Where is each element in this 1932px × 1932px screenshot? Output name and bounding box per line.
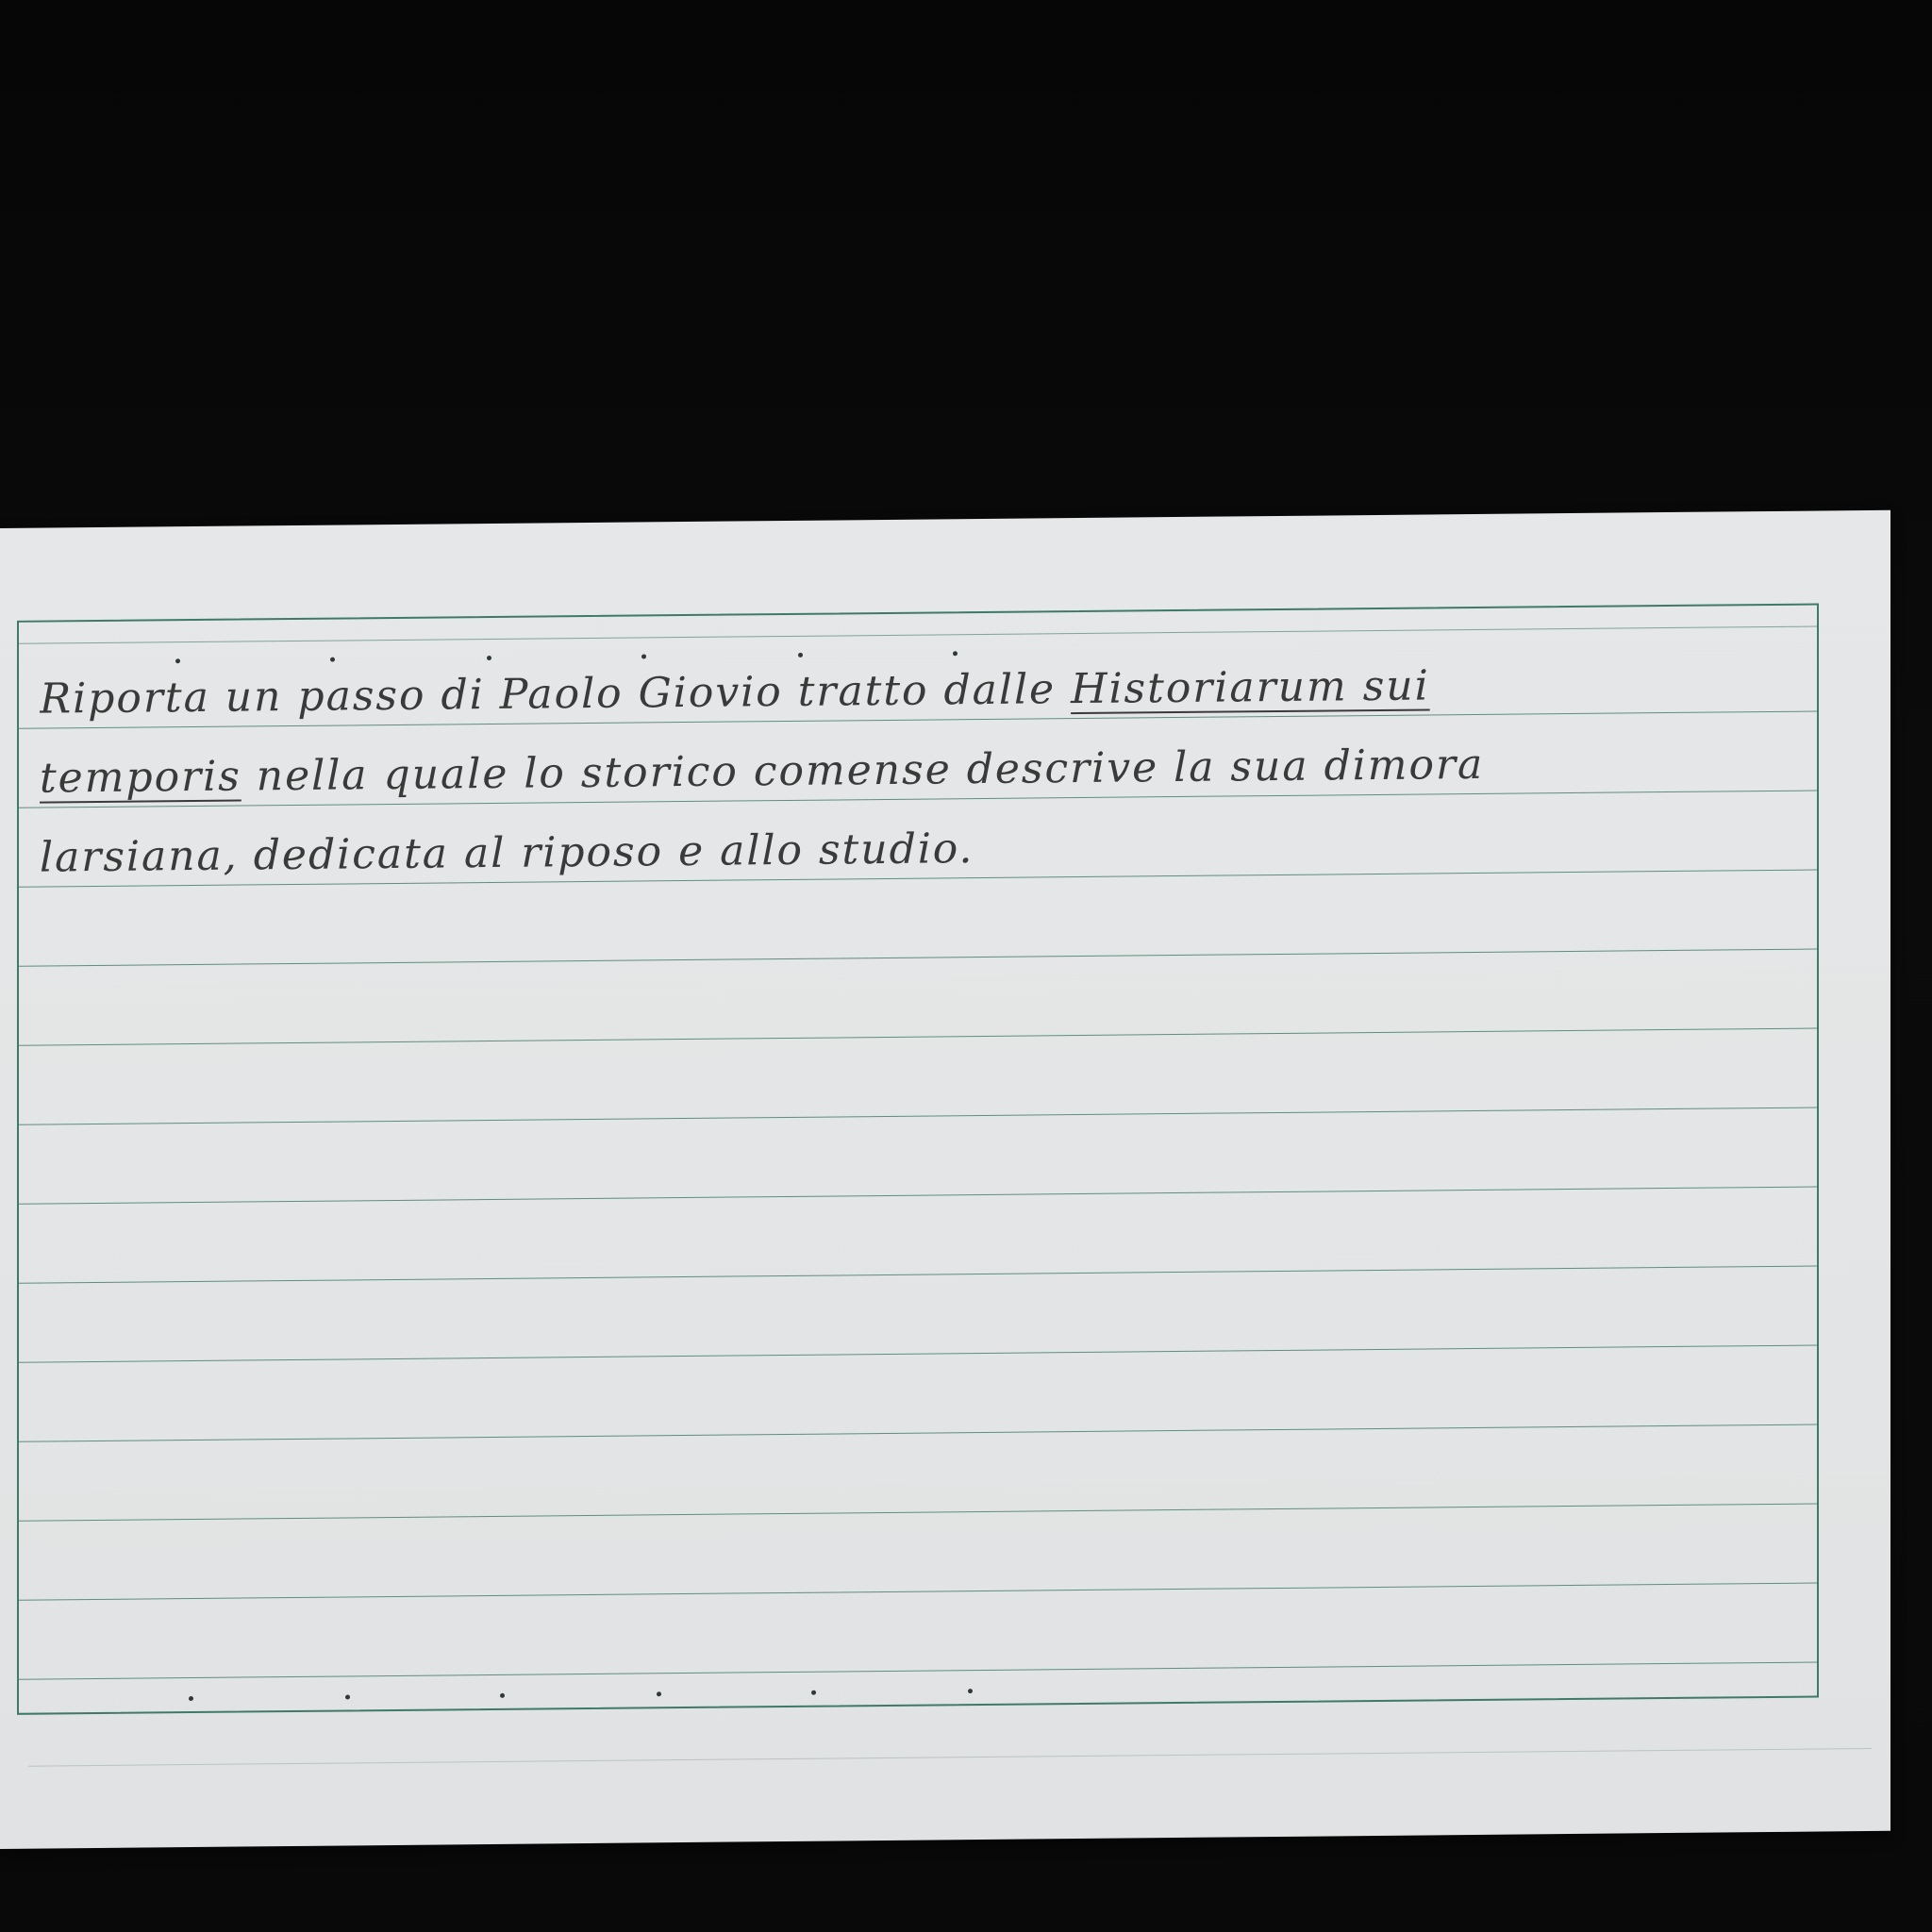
underlined-title: Historiarum sui xyxy=(1071,661,1430,714)
handwritten-line-3 xyxy=(40,802,1813,898)
ruled-line xyxy=(19,1424,1817,1442)
ruled-line xyxy=(19,1028,1817,1046)
underlined-title-continued: temporis xyxy=(40,752,242,803)
handwritten-note xyxy=(40,643,1813,898)
line-3-text: larsiana, dedicata al riposo e allo studio. xyxy=(40,824,974,882)
margin-dot xyxy=(189,1696,193,1701)
line-1-text: Riporta un passo di Paolo Giovio tratto dalle xyxy=(40,665,1057,724)
margin-dot xyxy=(657,1691,661,1696)
margin-dot xyxy=(500,1693,505,1698)
ruled-frame xyxy=(17,603,1819,1714)
ruled-line xyxy=(19,1345,1817,1363)
index-card xyxy=(0,510,1890,1849)
line-2-text: temporis nella quale lo storico comense descrive la sua dimora xyxy=(40,740,1485,803)
ruled-line xyxy=(19,1266,1817,1284)
ruled-line xyxy=(19,1662,1817,1680)
ruled-line xyxy=(19,1187,1817,1205)
ruled-line xyxy=(19,1504,1817,1522)
ruled-line xyxy=(19,949,1817,967)
margin-dot xyxy=(811,1690,816,1695)
margin-dot xyxy=(968,1689,973,1693)
ruled-line xyxy=(19,626,1817,644)
card-edge-line xyxy=(28,1748,1872,1767)
margin-dot xyxy=(345,1694,350,1699)
ruled-line xyxy=(19,1108,1817,1125)
ruled-line xyxy=(19,1583,1817,1601)
